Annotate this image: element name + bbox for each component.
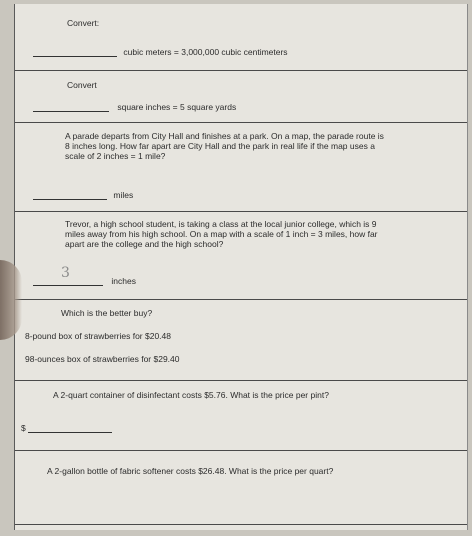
q6-answer-blank[interactable]	[28, 423, 112, 433]
q6-answer-row	[21, 423, 112, 433]
divider	[15, 450, 467, 451]
q6-question: A 2-quart container of disinfectant costs $5.76. What is the price per pint?	[53, 390, 329, 400]
divider	[15, 70, 467, 71]
q2-text: square inches = 5 square yards	[117, 102, 237, 112]
q3-line-1: A parade departs from City Hall and finishes at a park. On a map, the parade route is	[65, 131, 384, 141]
q3-answer-blank[interactable]	[33, 190, 107, 200]
q1-heading: Convert:	[67, 18, 100, 28]
worksheet-page	[14, 4, 468, 530]
q4-line-2: miles away from his high school. On a map with a scale of 1 inch = 3 miles, how far	[65, 229, 378, 239]
q3-line-3: scale of 2 inches = 1 mile?	[65, 151, 166, 161]
q4-handwritten-answer: 3	[61, 265, 70, 281]
q1-text: cubic meters = 3,000,000 cubic centimeters	[123, 47, 288, 57]
q3-unit: miles	[113, 190, 134, 200]
q2-heading: Convert	[67, 80, 97, 90]
q1-answer-blank[interactable]	[33, 47, 117, 57]
q5-option-a[interactable]: 8-pound box of strawberries for $20.48	[25, 331, 172, 341]
q3-line-2: 8 inches long. How far apart are City Hall and the park in real life if the map uses a	[65, 141, 375, 151]
q2-answer-blank[interactable]	[33, 102, 109, 112]
divider	[15, 524, 467, 525]
q2-row	[33, 102, 236, 112]
q4-line-1: Trevor, a high school student, is taking a class at the local junior college, which is 9	[65, 219, 377, 229]
q6-currency: $	[21, 423, 26, 433]
q1-row	[33, 47, 288, 57]
divider	[15, 122, 467, 123]
divider	[15, 211, 467, 212]
divider	[15, 380, 467, 381]
q3-answer-row	[33, 190, 133, 200]
q5-option-b[interactable]: 98-ounces box of strawberries for $29.40	[25, 354, 180, 364]
finger-shadow	[0, 260, 22, 340]
divider	[15, 299, 467, 300]
q4-answer-row	[33, 276, 136, 286]
q4-answer-blank[interactable]	[33, 276, 103, 286]
q5-question: Which is the better buy?	[61, 308, 153, 318]
q4-line-3: apart are the college and the high school?	[65, 239, 224, 249]
q4-unit: inches	[111, 276, 136, 286]
q7-question: A 2-gallon bottle of fabric softener costs $26.48. What is the price per quart?	[47, 466, 334, 476]
